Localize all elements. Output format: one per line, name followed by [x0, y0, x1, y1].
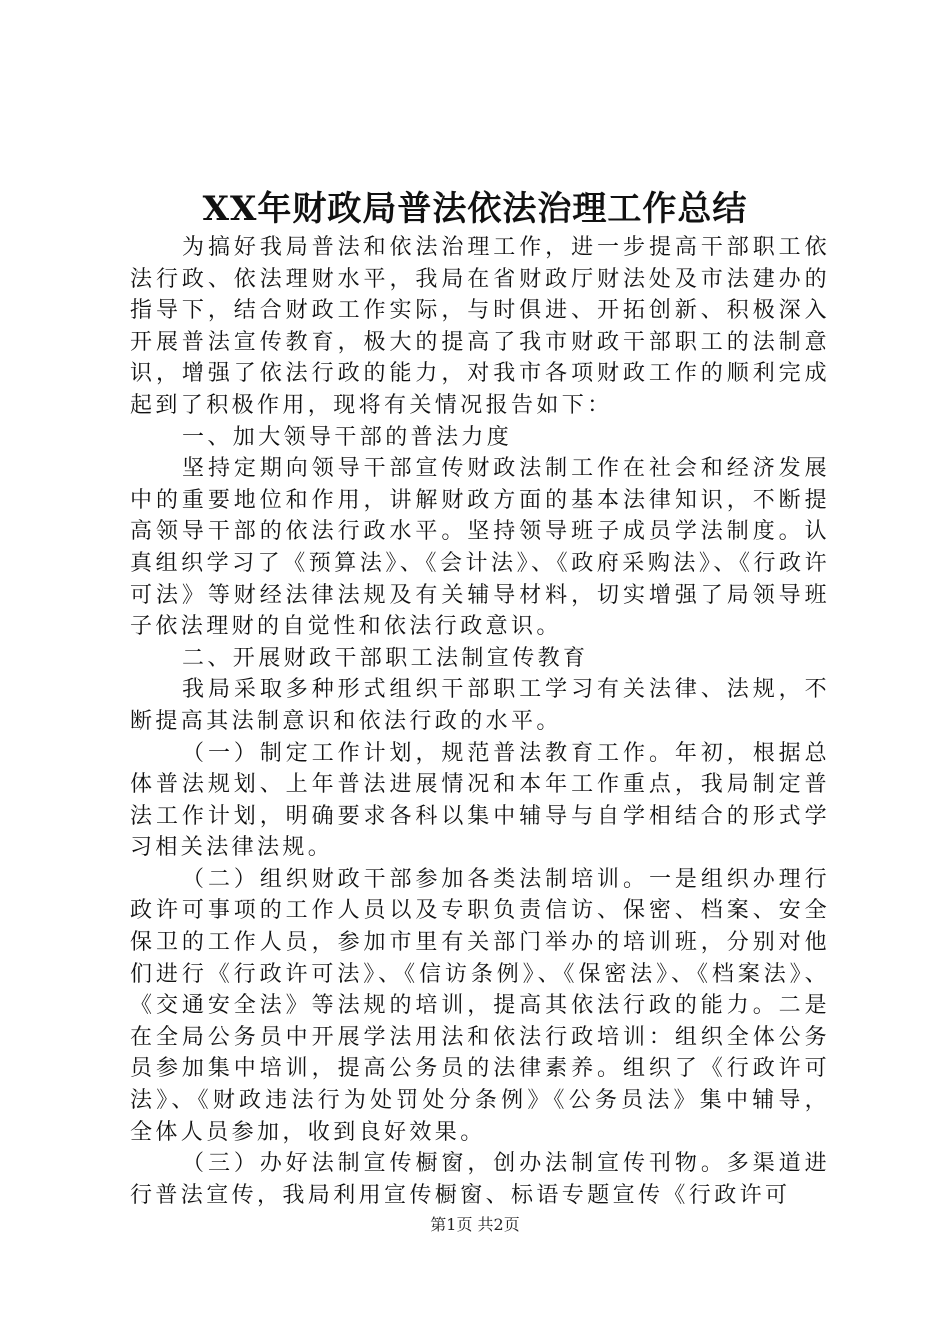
- paragraph-item-3: （三）办好法制宣传橱窗，创办法制宣传刊物。多渠道进行普法宣传，我局利用宣传橱窗、标语专题宣传《行政许可: [130, 1151, 830, 1208]
- document-body: [130, 232, 830, 1211]
- document-title: XX年财政局普法依法治理工作总结: [202, 189, 748, 229]
- paragraph-section-2-intro: 我局采取多种形式组织干部职工学习有关法律、法规，不断提高其法制意识和依法行政的水平。: [130, 677, 830, 734]
- paragraph-intro: 为搞好我局普法和依法治理工作，进一步提高干部职工依法行政、依法理财水平，我局在省财政厅财法处及市法建办的指导下，结合财政工作实际，与时俱进、开拓创新、积极深入开展普法宣传教育，极大的提高了我市财政干部职工的法制意识，增强了依法行政的能力，对我市各项财政工作的顺利完成起到了积极作用，现将有关情况报告如下：: [130, 235, 830, 418]
- page-footer: 第1页 共2页: [430, 1215, 520, 1234]
- paragraph-section-1: 坚持定期向领导干部宣传财政法制工作在社会和经济发展中的重要地位和作用，讲解财政方面的基本法律知识，不断提高领导干部的依法行政水平。坚持领导班子成员学法制度。认真组织学习了《预算法》、《会计法》、《政府采购法》、《行政许可法》等财经法律法规及有关辅导材料，切实增强了局领导班子依法理财的自觉性和依法行政意识。: [130, 456, 830, 640]
- paragraph-item-1: （一）制定工作计划，规范普法教育工作。年初，根据总体普法规划、上年普法进展情况和本年工作重点，我局制定普法工作计划，明确要求各科以集中辅导与自学相结合的形式学习相关法律法规。: [130, 740, 830, 861]
- section-heading-2: 二、开展财政干部职工法制宣传教育: [182, 645, 589, 671]
- paragraph-item-2: （二）组织财政干部参加各类法制培训。一是组织办理行政许可事项的工作人员以及专职负责信访、保密、档案、安全保卫的工作人员，参加市里有关部门举办的培训班，分别对他们进行《行政许可法》、《信访条例》、《保密法》、《档案法》、《交通安全法》等法规的培训，提高其依法行政的能力。二是在全局公务员中开展学法用法和依法行政培训：组织全体公务员参加集中培训，提高公务员的法律素养。组织了《行政许可法》、《财政违法行为处罚处分条例》《公务员法》集中辅导，全体人员参加，收到良好效果。: [130, 866, 830, 1145]
- section-heading-1: 一、加大领导干部的普法力度: [182, 424, 513, 450]
